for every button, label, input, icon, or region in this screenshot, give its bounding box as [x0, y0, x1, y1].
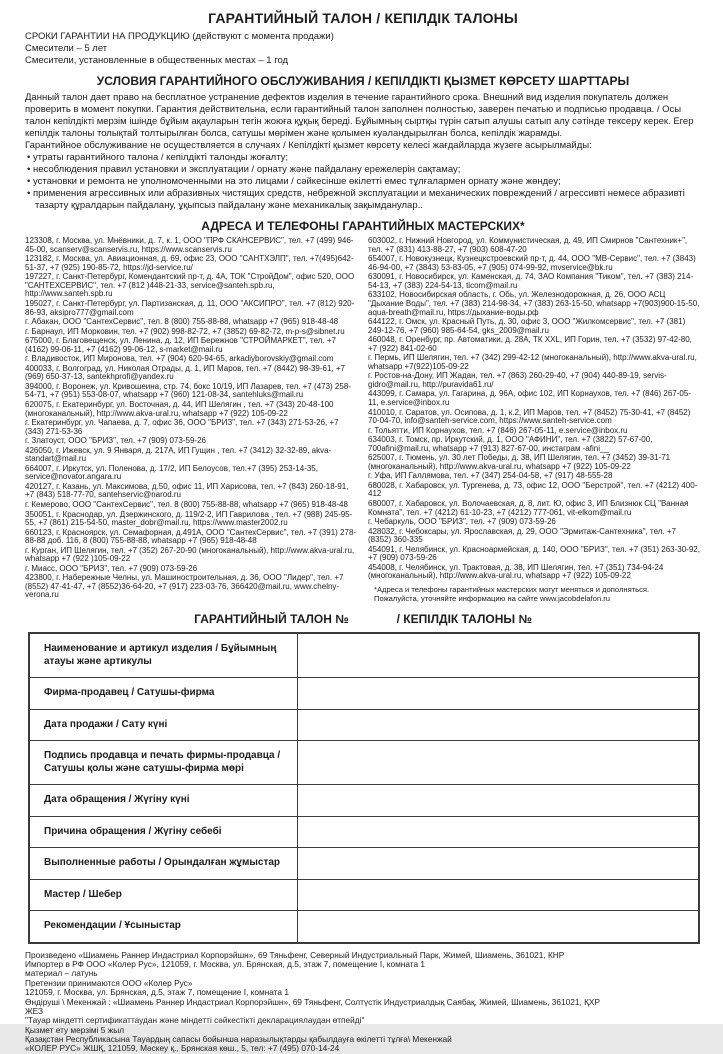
service-center-entry: 460048, г. Оренбург, пр. Автоматики, д. 28А, ТК XXL, ИП Горин, тел. +7 (3532) 97-42-80, +7 (922) 841-02-60: [368, 335, 692, 353]
service-center-entry: 454008, г. Челябинск, ул. Трактовая, д. 38, ИП Шелягин, тел. +7 (351) 734-94-24 (многоканальный), http://www.akva-ural.ru, whatsapp +7 (922) 105-09-22: [368, 562, 664, 581]
warranty-table-row: [29, 848, 699, 880]
service-center-entry: 123182, г. Москва, ул. Авиационная, д. 69, офис 23, ООО "САНТХЭЛП", тел. +7(495)642-51-37, +7 (925) 190-85-72, https://jd-service.ru/: [25, 254, 354, 272]
service-center-entry: 420127, г. Казань, ул. Максимова, д.50, офис 11, ИП Харисова, тел. +7 (843) 260-18-91, +7 (843) 518-77-70, santehservic@narod.ru: [25, 481, 349, 500]
service-center-entry: 625007, г. Тюмень, ул. 30 лет Победы, д. 38, ИП Шелягин, тел. +7 (3452) 39-31-71 (многоканальный), http://www.akva-ural.ru, whatsapp +7 (922) 105-09-22: [368, 453, 671, 471]
warranty-terms-heading: СРОКИ ГАРАНТИИ НА ПРОДУКЦИЮ (действуют с момента продажи): [25, 31, 334, 42]
service-center-entry: г. Курган, ИП Шелягин, тел. +7 (352) 267-20-90 (многоканальный), http://www.akva-ural.ru, whatsapp +7 (922 )105-09-22: [25, 545, 355, 564]
service-center-entry: 644122, г. Омск, ул. Красный Путь, д. 30, офис 3, ООО "Жилкомсервис", тел. +7 (381) 249-12-76, +7 (960) 985-64-54, gks_2009@mail.ru: [368, 317, 686, 335]
field-label: Мастер / Шебер: [29, 879, 298, 911]
service-center-entry: г. Ростов-на-Дону, ИП Жадан, тел. +7 (863) 260-29-40, +7 (904) 440-89-19, servis-gidro@mail.ru, http://puravida61.ru/: [368, 371, 667, 389]
coupon-heading: [25, 612, 701, 626]
service-center-entry: г. Пермь, ИП Шелягин, тел. +7 (342) 299-42-12 (многоканальный), http://www.akva-ural.ru, whatsapp +7(922)105-09-22: [368, 353, 697, 371]
coupon-title-ru: ГАРАНТИЙНЫЙ ТАЛОН №: [194, 612, 349, 627]
field-value: [298, 633, 700, 678]
address-columns: [25, 237, 701, 603]
warranty-table-row: [29, 785, 699, 817]
conditions-paragraph: Данный талон дает право на бесплатное устранение дефектов изделия в течение гарантийного срока. Внешний вид изделия покупатель должен проверить в момент покупки. Гарантия действительна, если гарантийный талон заполнен полностью, заверен печатью и подписью продавца. / Осы талон кепілдікті мерзім ішінде бұйым ақауларын тегін жоюға құқық береді. Бұйымның сыртқы түрін сатып алушы сатып алу сәтінде тексеру керек. Егер кепілдік талоны толықтай толтырылған болса, сатушы мөрімен және қолымен куәландырылған болса, кепілдік жарамды.: [25, 92, 694, 140]
service-center-entry: г. Владивосток, ИП Миронова, тел. +7 (904) 620-94-65, arkadiyborovskiy@gmail.com: [25, 354, 334, 364]
address-column-right-list: [368, 237, 701, 581]
field-label: Фирма-продавец / Сатушы-фирма: [29, 678, 298, 710]
footer-line: "Тауар міндетті сертификаттаудан және міндетті сәйкестікті декларациялаудан өтпейді": [25, 1015, 365, 1026]
service-center-entry: г. Барнаул, ИП Морковин, тел. +7 (902) 998-82-72, +7 (3852) 69-82-72, m-p-s@sibnet.ru: [25, 326, 345, 336]
service-center-entry: 603002, г. Нижний Новгород, ул. Коммунистическая, д. 49, ИП Смирнов "Сантехник+", тел. +7 (831) 413-88-27, +7 (903) 608-47-20: [368, 236, 688, 254]
page-title: ГАРАНТИЙНЫЙ ТАЛОН / КЕПІЛДІК ТАЛОНЫ: [208, 10, 518, 26]
field-value: [298, 741, 700, 785]
addresses-footnote: [368, 585, 701, 603]
service-center-entry: 410010, г. Саратов, ул. Осипова, д. 1, к.2, ИП Маров, тел. +7 (8452) 75-30-41, +7 (8452) 70-04-70, info@santeh-service.com, https://www.santeh-service.com: [368, 407, 691, 426]
service-center-entry: г. Тольятти, ИП Корнаухов, тел. +7 (846) 267-05-11, e.service@inbox.ru: [368, 425, 628, 435]
service-center-entry: 394000, г. Воронеж, ул. Кривошеина, стр. 74, бокс 10/19, ИП Лазарев, тел. +7 (473) 258-54-71, +7 (951) 553-08-07, whatsapp +7 (960) 121-08-34, santehluks@mail.ru: [25, 381, 351, 400]
field-label: Наименование и артикул изделия / Бұйымның атауы және артикулы: [29, 633, 298, 678]
service-center-entry: г. Миасс, ООО "БРИЗ", тел. +7 (909) 073-59-26: [25, 563, 198, 573]
addresses-footnote-line: Пожалуйста, уточняйте информацию на сайте www.jacobdelafon.ru: [374, 594, 611, 604]
warranty-table-row: [29, 741, 699, 785]
service-center-entry: 426050, г. Ижевск, ул. 9 Января, д. 217А, ИП Гущин , тел. +7 (3412) 32-32-89, akva-standart@mail.ru: [25, 445, 332, 464]
warranty-table-row: [29, 633, 699, 678]
footer-line: 121059, г. Москва, ул. Брянская, д.5, этаж 7, помещение I, комната 1: [25, 987, 289, 998]
service-center-entry: 654007, г. Новокузнецк, Кузнецкстроевский пр-т, д. 44, ООО "МВ-Сервис", тел. +7 (3843) 46-94-00, +7 (3843) 53-83-05, +7 (905) 074-99-92, mvservice@bk.ru: [368, 254, 696, 272]
warranty-table-body: [29, 633, 699, 943]
service-center-entry: г. Чебаркуль, ООО "БРИЗ", тел. +7 (909) 073-59-26: [368, 517, 556, 527]
not-covered-item: • несоблюдения правил установки и эксплуатации / орнату және пайдалану ережелерін сақтамау;: [25, 164, 701, 176]
not-covered-intro: Гарантийное обслуживание не осуществляется в случаях / Кепілдікті қызмет көрсету келесі жағдайларда жүзеге асырылмайды:: [25, 140, 592, 152]
service-center-entry: 633102, Новосибирская область, г. Обь, ул. Железнодорожная, д. 26, ООО АСЦ "Дыхание Воды", тел. +7 (383) 214-98-34, +7 (383) 263-15-50, whatsapp +7(903)900-15-50, aqua-breath@mail.ru, https://дыхание-воды.рф: [368, 290, 700, 317]
service-center-entry: 664007, г. Иркутск, ул. Поленова, д. 17/2, ИП Белоусов, тел.+7 (395) 253-14-35, service@novator.angara.ru: [25, 463, 318, 482]
field-value: [298, 816, 700, 848]
service-center-entry: 443099, г. Самара, ул. Гагарина, д. 96А, офис 102, ИП Корнаухов, тел. +7 (846) 267-05-11, e.service@inbox.ru: [368, 389, 691, 407]
service-center-entry: 195027, г. Санкт-Петербург, ул. Партизанская, д. 11, ООО "АКСИПРО", тел. +7 (812) 920-86-93, aksipro777@gmail.com: [25, 298, 355, 317]
field-value: [298, 709, 700, 741]
service-center-entry: 660123, г. Красноярск, ул. Семафорная, д.491А, ООО "СантехСервис", тел. +7 (391) 278-88-88 доб. 116, 8 (800) 755-88-88, whatsapp +7 (965) 918-48-48: [25, 527, 357, 546]
not-covered-item: • утраты гарантийного талона / кепілдікті талонды жоғалту;: [25, 152, 701, 164]
warranty-table-row: [29, 709, 699, 741]
footer-line: материал – латунь: [25, 968, 98, 979]
service-center-entry: г. Златоуст, ООО "БРИЗ", тел. +7 (909) 073-59-26: [25, 436, 206, 446]
footer-line: Импортер в РФ ООО «Колер Рус», 121059, г. Москва, ул. Брянская, д.5, этаж 7, помещение I, комната 1: [25, 959, 426, 970]
footer-line: Қазақстан Республикасына Тауардың сапасы бойынша наразылықтарды қабылдауға өкілетті тұлға\ Мекенжай: [25, 1034, 452, 1045]
service-center-entry: 634003, г. Томск, пр. Иркутский, д. 1, ООО "АФИНИ", тел. +7 (3822) 57-67-00, 700afini@mail.ru, whatsapp +7 (913) 827-67-00, инстаграм -afini__: [368, 435, 653, 453]
service-center-entry: 197227, г. Санкт-Петербург, Комендантский пр-т, д. 4А, ТОК "СтройДом", офис 520, ООО "САНТЕХСЕРВИС", тел. +7 (812 )448-21-33, service@santeh.spb.ru, http://www.santeh.spb.ru: [25, 272, 355, 299]
field-value: [298, 879, 700, 911]
not-covered-list: [25, 152, 701, 212]
service-center-entry: 620075, г. Екатеринбург, ул. Восточная, д. 44, ИП Шелягин , тел. +7 (343) 20-48-100 (многоканальный), http://www.akva-ural.ru, whatsapp +7 (922) 105-09-22: [25, 400, 334, 418]
not-covered-item: • установки и ремонта не уполномоченными на это лицами / сәйкесінше өкілетті емес тұлғалармен орнату және жөндеу;: [25, 176, 701, 188]
footer-line: Претензии принимаются ООО «Колер Рус»: [25, 977, 193, 988]
addresses-footnote-line: *Адреса и телефоны гарантийных мастерских могут меняться и дополняться.: [374, 584, 650, 594]
service-center-entry: г. Екатеринбург, ул. Чапаева, д. 7, офис 36, ООО "БРИЗ", тел. +7 (343) 271-53-26, +7 (343) 271-53-36: [25, 418, 339, 436]
field-label: Дата обращения / Жүгіну күні: [29, 785, 298, 817]
footer-line: Произведено «Шиамень Раннер Индастриал Корпорэйшн», 69 Тяньфенг, Северный Индустриальный Парк, Жимей, Шиамень, 361021, КНР: [25, 949, 565, 960]
service-center-entry: 123308, г. Москва, ул. Мнёвники, д. 7, к. 1, ООО "ПРФ СКАНСЕРВИС", тел. +7 (499) 946-45-00, scanserv@scanservis.ru, https://www.scanservis.ru: [25, 236, 354, 254]
service-center-entry: 680028, г. Хабаровск, ул. Тургенева, д. 73, офис 12, ООО "Берстрой", тел. +7 (4212) 400-412: [368, 480, 698, 499]
warranty-term-public: Смесители, установленные в общественных местах – 1 год: [25, 55, 289, 67]
service-center-entry: 630091, г. Новосибирск, ул. Каменская, д. 74, ЗАО Компания "Тиком", тел. +7 (383) 214-54-13, +7 (383) 224-54-13, ticom@mail.ru: [368, 272, 694, 290]
field-label: Подпись продавца и печать фирмы-продавца / Сатушы қолы және сатушы-фирма мөрі: [29, 741, 298, 785]
warranty-table: [28, 632, 700, 944]
field-label: Причина обращения / Жүгіну себебі: [29, 816, 298, 848]
service-center-entry: 680007, г. Хабаровск, ул. Волочаевская, д. 8, лит. Ю, офис 3, ИП Близнюк СЦ "Ванная Комната", тел. +7 (4212) 61-10-23, +7 (4212) 777-061, vit-elkom@mail.ru: [368, 499, 689, 517]
not-covered-item: • применения агрессивных или абразивных чистящих средств, небрежной эксплуатации и механических повреждений / агрессивті немесе абразивті тазарту құралдарын пайдалану, ұқыпсыз пайдалану және механикалық зақымданулар..: [25, 188, 701, 212]
service-center-entry: 454091, г. Челябинск, ул. Красноармейская, д. 140, ООО "БРИЗ", тел. +7 (351) 263-30-92, +7 (909) 073-59-26: [368, 544, 700, 563]
addresses-heading: АДРЕСА И ТЕЛЕФОНЫ ГАРАНТИЙНЫХ МАСТЕРСКИХ*: [201, 219, 525, 234]
service-center-entry: 428032, г. Чебоксары, ул. Ярославская, д. 29, ООО "Эрмитаж-Сантехника", тел. +7 (8352) 360-335: [368, 526, 676, 545]
field-label: Выполненные работы / Орындалған жұмыстар: [29, 848, 298, 880]
service-center-entry: г. Абакан, ООО "СантехСервис", тел. 8 (800) 755-88-88, whatsapp +7 (965) 918-48-48: [25, 317, 339, 327]
field-value: [298, 678, 700, 710]
address-column-left: [25, 237, 358, 603]
footer-line: ЖЕЗ: [25, 1005, 44, 1016]
service-center-entry: 423800, г. Набережные Челны, ул. Машиностроительная, д. 36, ООО "Лидер", тел. +7 (8552) 47-41-47, +7 (8552)36-64-20, +7 (917) 223-03-76, 366420@mail.ru, www.chelny-verona.ru: [25, 573, 344, 600]
service-center-entry: 675000, г. Благовещенск, ул. Ленина, д. 12, ИП Бережнов "СТРОЙМАРКЕТ", тел. +7 (4162) 99-06-11, +7 (4162) 99-06-12, s-market@mail.ru: [25, 336, 336, 354]
warranty-term-mixers: Смесители – 5 лет: [25, 43, 108, 55]
field-value: [298, 848, 700, 880]
service-center-entry: 400033, г. Волгоград, ул. Николая Отрады, д. 1, ИП Маров, тел. +7 (8442) 98-39-61, +7 (969) 650-37-13, santekhprofi@yandex.ru: [25, 363, 345, 382]
service-center-entry: г. Уфа, ИП Галлямова, тел. +7 (347) 254-04-58, +7 (917) 48-555-28: [368, 471, 613, 481]
conditions-heading: УСЛОВИЯ ГАРАНТИЙНОГО ОБСЛУЖИВАНИЯ / КЕПІЛДІКТІ ҚЫЗМЕТ КӨРСЕТУ ШАРТТАРЫ: [96, 74, 630, 89]
warranty-table-row: [29, 911, 699, 943]
warranty-table-row: [29, 678, 699, 710]
coupon-title-kz: / КЕПІЛДІК ТАЛОНЫ №: [396, 612, 532, 627]
field-label: Дата продажи / Сату күні: [29, 709, 298, 741]
field-value: [298, 911, 700, 943]
field-value: [298, 785, 700, 817]
service-center-entry: 350051, г. Краснодар, ул. Дзержинского, д. 119/2-2, ИП Гаврилова , тел. +7 (988) 245-95-55, +7 (861) 215-54-50, master_dobr@mail.ru, https://www.master2002.ru: [25, 509, 353, 528]
warranty-table-row: [29, 816, 699, 848]
warranty-table-row: [29, 879, 699, 911]
address-column-right: [368, 237, 701, 603]
service-center-entry: г. Кемерово, ООО "СантехСервис", тел. 8 (800) 755-88-88, whatsapp +7 (965) 918-48-48: [25, 500, 348, 510]
field-label: Рекомендации / Ұсыныстар: [29, 911, 298, 943]
footer-line: Өндіруші \ Мекенжай : «Шиамень Раннер Индастриал Корпорэйшн», 69 Тяньфенг, Солтүстік Индустриалдық Саябақ, Жимей, Шиамень, 361021, ҚХР: [25, 996, 601, 1007]
manufacturer-footer: [25, 951, 701, 1054]
footer-line: Қызмет ету мерзімі 5 жыл: [25, 1024, 125, 1035]
footer-line: «КОЛЕР РУС» ЖШҚ, 121059, Мәскеу қ., Брянская көш., 5, тел: +7 (495) 070-14-24: [25, 1043, 340, 1054]
